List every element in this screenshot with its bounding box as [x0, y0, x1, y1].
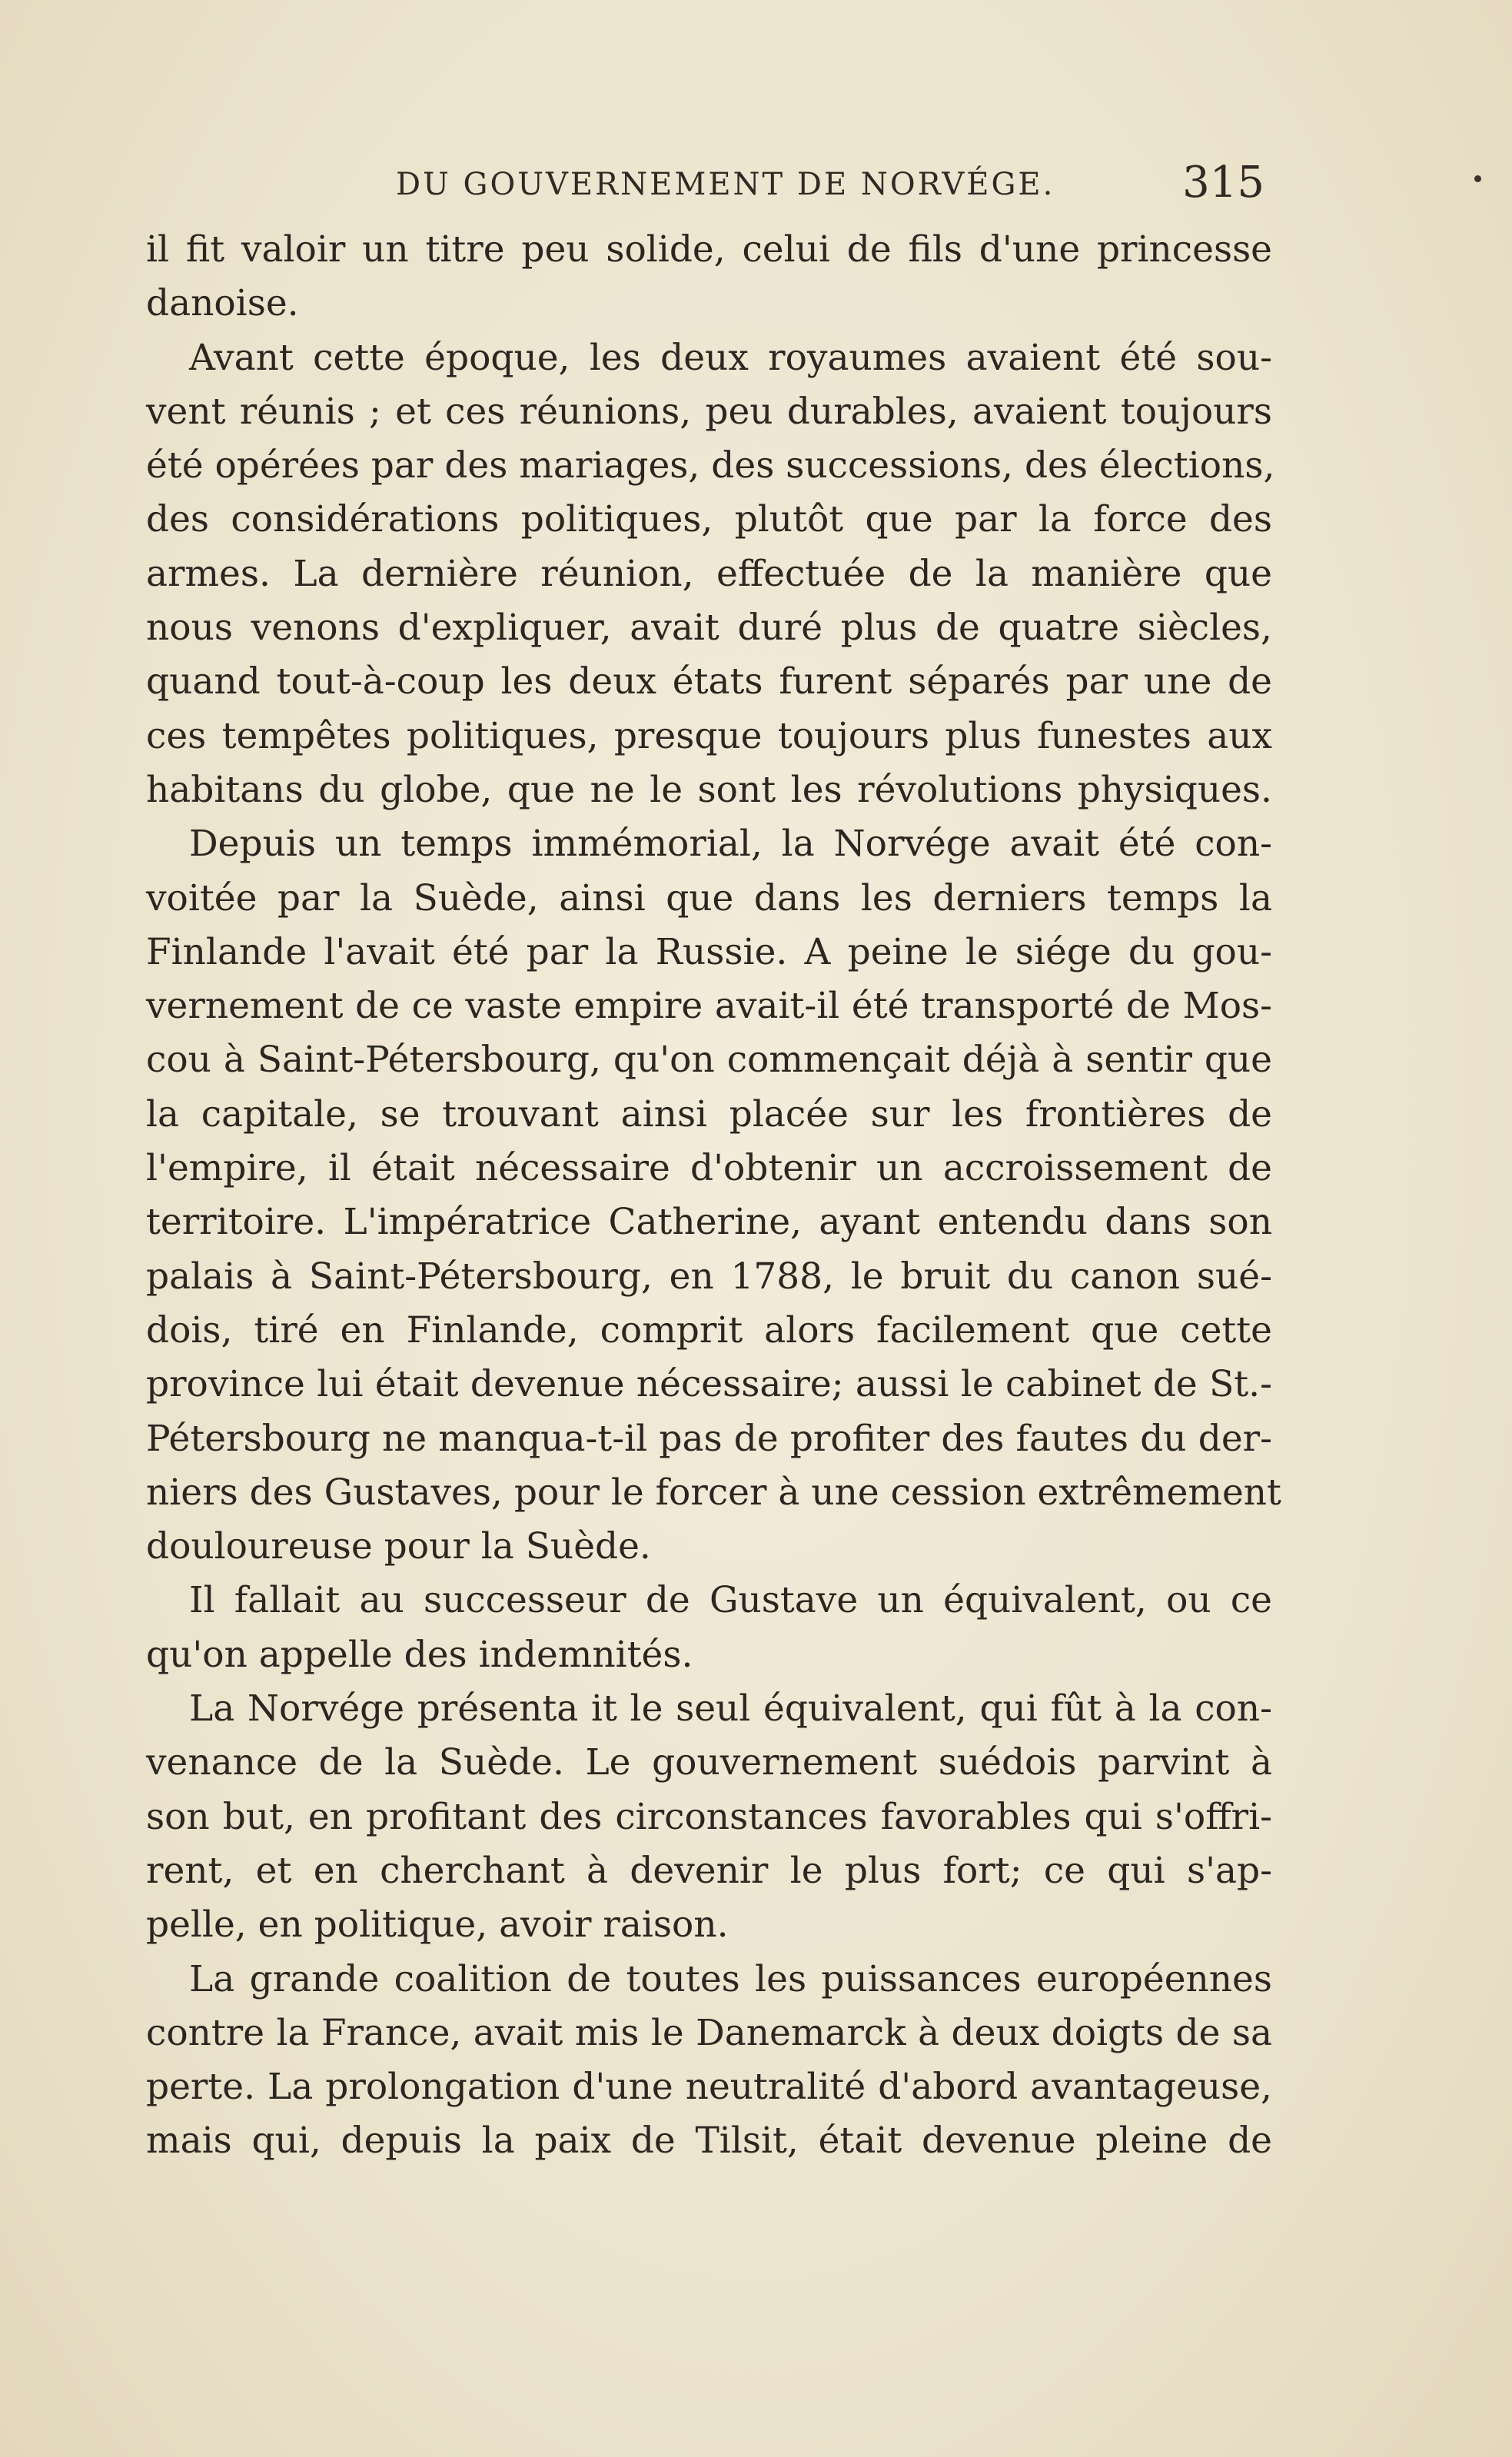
text-line: danoise.: [146, 282, 299, 325]
text-line: niers des Gustaves, pour le forcer à une cession extrêmement: [146, 1471, 1281, 1514]
text-line: palais à Saint-Pétersbourg, en 1788, le bruit du canon sué-: [146, 1255, 1272, 1298]
ink-speck: [1474, 175, 1481, 182]
text-line: La grande coalition de toutes les puissances européennes: [189, 1957, 1272, 2000]
text-line: Avant cette époque, les deux royaumes avaient été sou-: [189, 336, 1272, 379]
text-line: habitans du globe, que ne le sont les révolutions physiques.: [146, 768, 1272, 811]
text-line: province lui était devenue nécessaire; aussi le cabinet de St.-: [146, 1363, 1272, 1406]
text-line: son but, en profitant des circonstances favorables qui s'offri-: [146, 1795, 1272, 1838]
text-line: voitée par la Suède, ainsi que dans les derniers temps la: [146, 876, 1272, 919]
text-line: Depuis un temps immémorial, la Norvége avait été con-: [189, 823, 1272, 866]
text-line: venance de la Suède. Le gouvernement suédois parvint à: [146, 1741, 1272, 1784]
text-line: été opérées par des mariages, des successions, des élections,: [146, 444, 1275, 487]
text-line: rent, et en cherchant à devenir le plus fort; ce qui s'ap-: [146, 1849, 1272, 1892]
text-line: Il fallait au successeur de Gustave un équivalent, ou ce: [189, 1579, 1272, 1622]
text-line: nous venons d'expliquer, avait duré plus de quatre siècles,: [146, 607, 1272, 650]
text-line: vernement de ce vaste empire avait-il été transporté de Mos-: [146, 985, 1272, 1028]
text-line: territoire. L'impératrice Catherine, ayant entendu dans son: [146, 1201, 1272, 1244]
text-line: La Norvége présenta it le seul équivalent, qui fût à la con-: [189, 1687, 1272, 1731]
text-line: perte. La prolongation d'une neutralité d'abord avantageuse,: [146, 2066, 1272, 2109]
text-line: Pétersbourg ne manqua-t-il pas de profiter des fautes du der-: [146, 1417, 1272, 1460]
text-line: il fit valoir un titre peu solide, celui de fils d'une princesse: [146, 228, 1272, 271]
text-line: pelle, en politique, avoir raison.: [146, 1903, 729, 1947]
page-number: 315: [1182, 158, 1264, 208]
text-line: l'empire, il était nécessaire d'obtenir un accroissement de: [146, 1147, 1272, 1190]
text-line: vent réunis ; et ces réunions, peu durables, avaient toujours: [146, 390, 1272, 433]
text-line: dois, tiré en Finlande, comprit alors facilement que cette: [146, 1308, 1272, 1352]
text-line: qu'on appelle des indemnités.: [146, 1633, 693, 1676]
body-text: [146, 223, 1281, 2169]
text-line: Finlande l'avait été par la Russie. A peine le siége du gou-: [146, 930, 1272, 973]
text-line: des considérations politiques, plutôt que par la force des: [146, 498, 1272, 541]
text-line: contre la France, avait mis le Danemarck à deux doigts de sa: [146, 2011, 1272, 2054]
running-head: [396, 158, 1264, 211]
text-line: cou à Saint-Pétersbourg, qu'on commençait déjà à sentir que: [146, 1039, 1272, 1082]
text-line: ces tempêtes politiques, presque toujours plus funestes aux: [146, 714, 1272, 757]
text-line: mais qui, depuis la paix de Tilsit, était devenue pleine de: [146, 2120, 1272, 2163]
text-line: armes. La dernière réunion, effectuée de la manière que: [146, 552, 1272, 595]
text-line: douloureuse pour la Suède.: [146, 1525, 651, 1568]
text-line: la capitale, se trouvant ainsi placée sur les frontières de: [146, 1092, 1272, 1135]
running-title: DU GOUVERNEMENT DE NORVÉGE.: [396, 167, 1055, 202]
text-line: quand tout-à-coup les deux états furent séparés par une de: [146, 660, 1272, 703]
